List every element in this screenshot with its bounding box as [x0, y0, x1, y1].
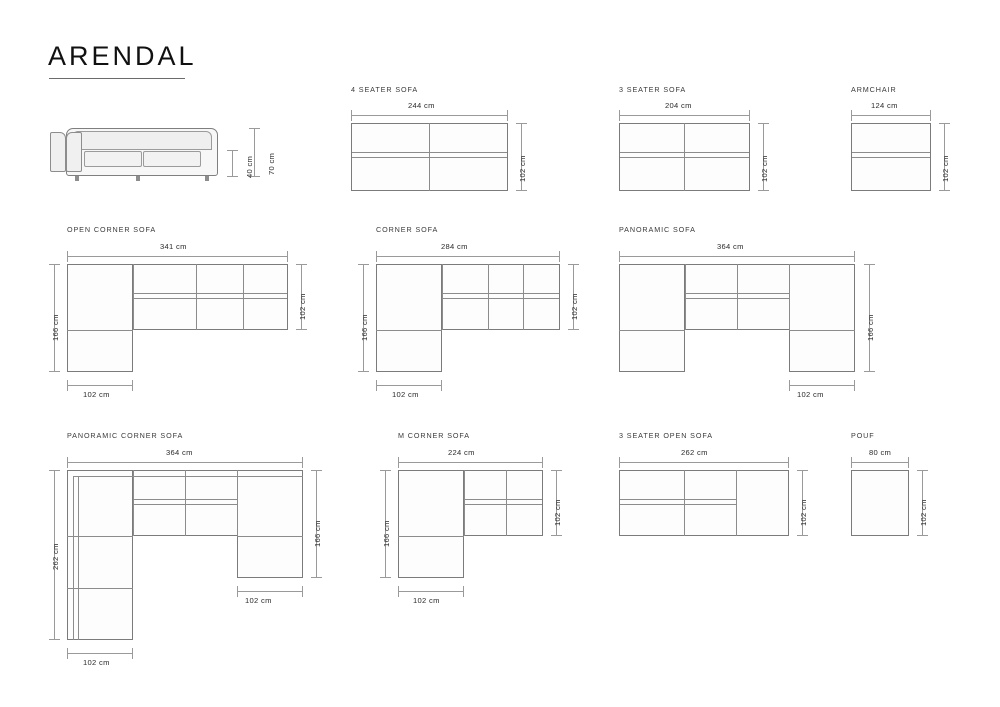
- tick: [376, 251, 377, 262]
- tick: [619, 251, 620, 262]
- tick: [939, 190, 950, 191]
- width-dim-line: [851, 462, 909, 463]
- tick: [559, 251, 560, 262]
- width-label-four-seater-sofa: 244 cm: [408, 101, 435, 110]
- side-label-m-corner-sofa: 166 cm: [382, 520, 391, 547]
- module-seam: [67, 588, 133, 589]
- perspective-seat-height-line: [232, 150, 233, 176]
- width-dim-line: [376, 256, 560, 257]
- tick: [516, 190, 527, 191]
- chaise-label-m-corner-sofa: 102 cm: [413, 596, 440, 605]
- backrest-seam: [133, 293, 287, 294]
- tick: [311, 577, 322, 578]
- chaise-dim-line: [237, 591, 303, 592]
- plan-panoramic-corner-right-chaise: [237, 470, 303, 578]
- tick: [302, 457, 303, 468]
- tick: [49, 470, 60, 471]
- module-seam: [243, 264, 244, 330]
- module-seam: [67, 330, 133, 331]
- backrest-seam: [620, 504, 736, 505]
- tick: [917, 535, 928, 536]
- chaise-dim-line: [67, 385, 133, 386]
- tick: [463, 586, 464, 597]
- sofa-foot: [75, 176, 79, 181]
- tick: [851, 110, 852, 121]
- title-underline: [49, 78, 185, 79]
- tick: [49, 264, 60, 265]
- tick: [441, 380, 442, 391]
- tick: [854, 380, 855, 391]
- tick: [939, 123, 950, 124]
- width-label-panoramic-corner-sofa: 364 cm: [166, 448, 193, 457]
- tick: [551, 470, 562, 471]
- tick: [797, 470, 808, 471]
- tick: [568, 264, 579, 265]
- item-label-three-seater-open-sofa: 3 SEATER OPEN SOFA: [619, 431, 713, 440]
- depth-label-m-corner-sofa: 102 cm: [553, 499, 562, 526]
- depth-label-corner-sofa: 102 cm: [570, 293, 579, 320]
- tick: [797, 535, 808, 536]
- plan-corner-sofa-chaise: [376, 264, 442, 372]
- module-seam: [196, 264, 197, 330]
- depth-label-panoramic-corner-sofa: 166 cm: [313, 520, 322, 547]
- tick: [227, 176, 238, 177]
- tick: [619, 110, 620, 121]
- tick: [237, 586, 238, 597]
- module-seam: [488, 264, 489, 330]
- width-dim-line: [351, 115, 508, 116]
- module-seam: [464, 470, 465, 536]
- width-label-panoramic-sofa: 364 cm: [717, 242, 744, 251]
- width-dim-line: [67, 462, 303, 463]
- plan-three-seater-open-sofa: [619, 470, 789, 536]
- sofa-cushion-right: [143, 151, 201, 167]
- depth-label-open-corner-sofa: 102 cm: [298, 293, 307, 320]
- width-label-three-seater-open-sofa: 262 cm: [681, 448, 708, 457]
- module-seam: [506, 470, 507, 536]
- backrest-seam: [442, 293, 559, 294]
- chaise-label-panoramic-corner-left: 102 cm: [83, 658, 110, 667]
- tick: [788, 457, 789, 468]
- tick: [227, 150, 238, 151]
- module-seam: [237, 536, 303, 537]
- depth-label-panoramic-sofa: 166 cm: [866, 314, 875, 341]
- tick: [67, 457, 68, 468]
- backrest-seam: [133, 298, 287, 299]
- tick: [917, 470, 928, 471]
- tick: [49, 371, 60, 372]
- tick: [358, 371, 369, 372]
- module-seam: [398, 536, 464, 537]
- tick: [132, 648, 133, 659]
- tick: [398, 457, 399, 468]
- item-label-panoramic-sofa: PANORAMIC SOFA: [619, 225, 696, 234]
- backrest-seam: [73, 476, 74, 640]
- width-dim-line: [398, 462, 543, 463]
- backrest-seam: [78, 476, 79, 640]
- tick: [619, 457, 620, 468]
- width-dim-line: [619, 115, 750, 116]
- tick: [249, 128, 260, 129]
- backrest-seam: [464, 504, 542, 505]
- page-title: ARENDAL: [48, 41, 197, 71]
- tick: [789, 380, 790, 391]
- tick: [67, 251, 68, 262]
- module-seam: [133, 264, 134, 330]
- tick: [380, 577, 391, 578]
- tick: [398, 586, 399, 597]
- sofa-arm-left: [66, 132, 82, 172]
- chaise-label-panoramic-sofa: 102 cm: [797, 390, 824, 399]
- tick: [311, 470, 322, 471]
- backrest-seam: [852, 157, 930, 158]
- tick: [507, 110, 508, 121]
- module-seam: [237, 470, 238, 536]
- tick: [930, 110, 931, 121]
- tick: [568, 329, 579, 330]
- sofa-foot: [205, 176, 209, 181]
- tick: [908, 457, 909, 468]
- module-seam: [684, 123, 685, 191]
- side-label-open-corner-sofa: 166 cm: [51, 314, 60, 341]
- module-seam: [684, 470, 685, 536]
- tick: [864, 371, 875, 372]
- module-seam: [789, 264, 790, 330]
- item-label-panoramic-corner-sofa: PANORAMIC CORNER SOFA: [67, 431, 184, 440]
- tick: [287, 251, 288, 262]
- tick: [516, 123, 527, 124]
- sofa-cushion-left: [84, 151, 142, 167]
- item-label-open-corner-sofa: OPEN CORNER SOFA: [67, 225, 157, 234]
- module-seam: [376, 330, 442, 331]
- perspective-height-label: 70 cm: [267, 152, 276, 175]
- chaise-dim-line: [789, 385, 855, 386]
- module-seam: [619, 330, 685, 331]
- plan-panoramic-sofa-chaise-right: [789, 264, 855, 372]
- sofa-foot: [136, 176, 140, 181]
- module-seam: [429, 123, 430, 191]
- depth-label-three-seater-sofa: 102 cm: [760, 155, 769, 182]
- width-label-armchair: 124 cm: [871, 101, 898, 110]
- tick: [67, 380, 68, 391]
- chaise-dim-line: [398, 591, 464, 592]
- width-dim-line: [851, 115, 931, 116]
- width-label-corner-sofa: 284 cm: [441, 242, 468, 251]
- width-label-open-corner-sofa: 341 cm: [160, 242, 187, 251]
- chaise-label-open-corner-sofa: 102 cm: [83, 390, 110, 399]
- width-dim-line: [619, 256, 855, 257]
- chaise-label-panoramic-corner-right: 102 cm: [245, 596, 272, 605]
- tick: [851, 457, 852, 468]
- width-dim-line: [619, 462, 789, 463]
- item-label-four-seater-sofa: 4 SEATER SOFA: [351, 85, 419, 94]
- module-seam: [523, 264, 524, 330]
- backrest-seam: [620, 499, 736, 500]
- item-label-pouf: POUF: [851, 431, 875, 440]
- tick: [758, 190, 769, 191]
- tick: [380, 470, 391, 471]
- item-label-armchair: ARMCHAIR: [851, 85, 897, 94]
- module-seam: [67, 536, 133, 537]
- depth-label-pouf: 102 cm: [919, 499, 928, 526]
- side-label-corner-sofa: 166 cm: [360, 314, 369, 341]
- tick: [351, 110, 352, 121]
- sofa-arm-right: [50, 132, 66, 172]
- tick: [542, 457, 543, 468]
- tick: [358, 264, 369, 265]
- module-seam: [442, 264, 443, 330]
- tick: [296, 264, 307, 265]
- tick: [49, 639, 60, 640]
- tick: [67, 648, 68, 659]
- plan-open-corner-sofa-chaise: [67, 264, 133, 372]
- plan-m-corner-sofa-chaise: [398, 470, 464, 578]
- module-seam: [133, 470, 134, 536]
- width-label-pouf: 80 cm: [869, 448, 892, 457]
- tick: [296, 329, 307, 330]
- tick: [854, 251, 855, 262]
- module-seam: [185, 470, 186, 536]
- depth-label-four-seater-sofa: 102 cm: [518, 155, 527, 182]
- width-label-m-corner-sofa: 224 cm: [448, 448, 475, 457]
- chaise-dim-line: [67, 653, 133, 654]
- backrest-seam: [442, 298, 559, 299]
- backrest-seam: [73, 476, 303, 477]
- plan-panoramic-corner-left-arm: [67, 470, 133, 640]
- tick: [864, 264, 875, 265]
- tick: [749, 110, 750, 121]
- backrest-seam: [852, 152, 930, 153]
- backrest-seam: [464, 499, 542, 500]
- depth-label-armchair: 102 cm: [941, 155, 950, 182]
- perspective-height-line: [254, 128, 255, 176]
- item-label-three-seater-sofa: 3 SEATER SOFA: [619, 85, 687, 94]
- module-seam: [736, 470, 737, 536]
- chaise-dim-line: [376, 385, 442, 386]
- module-seam: [685, 264, 686, 330]
- tick: [376, 380, 377, 391]
- perspective-seat-height-label: 40 cm: [245, 155, 254, 178]
- tick: [302, 586, 303, 597]
- sofa-backrest: [72, 131, 212, 150]
- plan-panoramic-sofa-chaise-left: [619, 264, 685, 372]
- tick: [758, 123, 769, 124]
- module-seam: [737, 264, 738, 330]
- width-label-three-seater-sofa: 204 cm: [665, 101, 692, 110]
- plan-pouf: [851, 470, 909, 536]
- module-seam: [789, 330, 855, 331]
- width-dim-line: [67, 256, 288, 257]
- side-label-panoramic-corner-sofa: 262 cm: [51, 543, 60, 570]
- item-label-corner-sofa: CORNER SOFA: [376, 225, 439, 234]
- chaise-label-corner-sofa: 102 cm: [392, 390, 419, 399]
- tick: [551, 535, 562, 536]
- item-label-m-corner-sofa: M CORNER SOFA: [398, 431, 470, 440]
- tick: [132, 380, 133, 391]
- depth-label-three-seater-open-sofa: 102 cm: [799, 499, 808, 526]
